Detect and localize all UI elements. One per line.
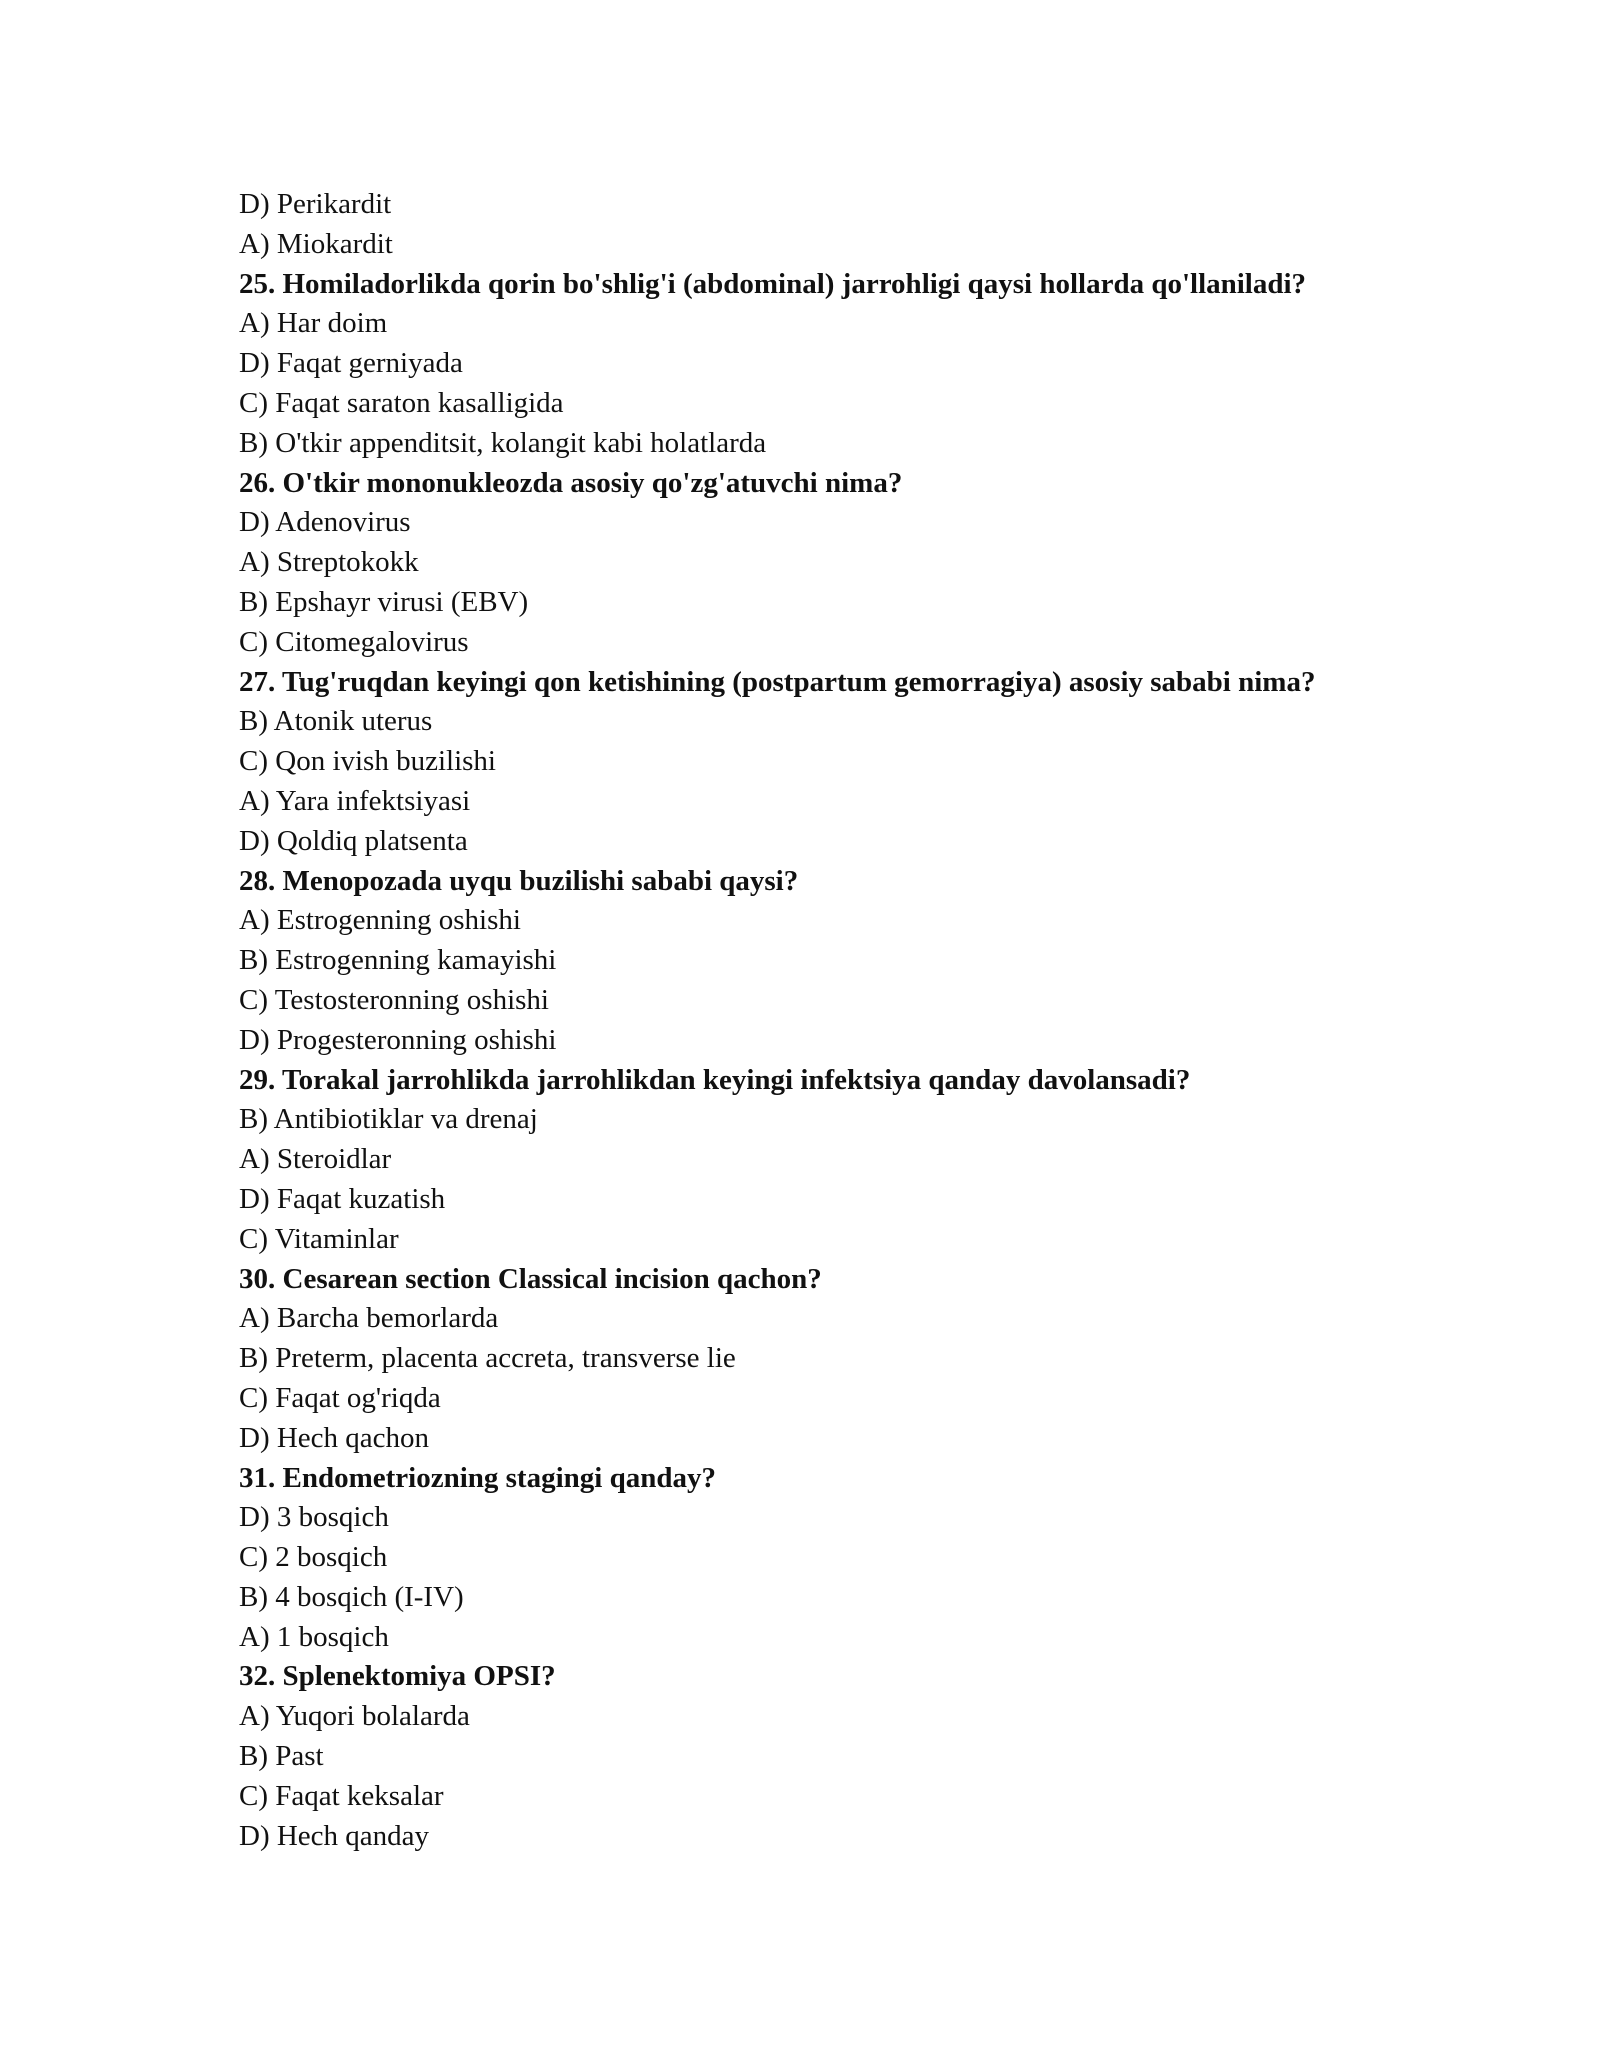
answer-option: D) 3 bosqich xyxy=(239,1501,389,1534)
answer-option: B) Antibiotiklar va drenaj xyxy=(239,1103,538,1136)
answer-option: C) Faqat keksalar xyxy=(239,1779,444,1812)
answer-option: C) Testosteronning oshishi xyxy=(239,983,549,1016)
question-heading: 27. Tug'ruqdan keyingi qon ketishining (postpartum gemorragiya) asosiy sababi nima? xyxy=(239,665,1316,698)
answer-option: A) Estrogenning oshishi xyxy=(239,904,521,937)
answer-option: B) Estrogenning kamayishi xyxy=(239,944,557,977)
answer-option: B) O'tkir appenditsit, kolangit kabi holatlarda xyxy=(239,426,767,459)
answer-option: C) Qon ivish buzilishi xyxy=(239,745,496,778)
answer-option: D) Progesteronning oshishi xyxy=(239,1023,557,1056)
answer-option: D) Hech qachon xyxy=(239,1421,430,1454)
question-heading: 30. Cesarean section Classical incision qachon? xyxy=(239,1262,822,1295)
answer-option: C) Citomegalovirus xyxy=(239,625,469,658)
question-heading: 26. O'tkir mononukleozda asosiy qo'zg'atuvchi nima? xyxy=(239,466,903,499)
answer-option: D) Faqat gerniyada xyxy=(239,347,463,380)
answer-option: D) Qoldiq platsenta xyxy=(239,824,468,857)
answer-option: D) Adenovirus xyxy=(239,506,411,539)
question-heading: 28. Menopozada uyqu buzilishi sababi qaysi? xyxy=(239,864,799,897)
answer-option: C) Vitaminlar xyxy=(239,1222,399,1255)
answer-option: D) Hech qanday xyxy=(239,1819,430,1852)
answer-option: A) Yara infektsiyasi xyxy=(239,784,471,817)
answer-option: C) Faqat saraton kasalligida xyxy=(239,386,564,419)
answer-option: B) Epshayr virusi (EBV) xyxy=(239,585,529,618)
answer-option: C) 2 bosqich xyxy=(239,1541,388,1574)
answer-option: A) Miokardit xyxy=(239,227,393,260)
answer-option: B) Atonik uterus xyxy=(239,705,433,738)
question-heading: 25. Homiladorlikda qorin bo'shlig'i (abdominal) jarrohligi qaysi hollarda qo'llaniladi? xyxy=(239,267,1307,300)
answer-option: A) Barcha bemorlarda xyxy=(239,1302,499,1335)
answer-option: A) Har doim xyxy=(239,307,388,340)
document-body xyxy=(239,185,1439,1856)
answer-option: C) Faqat og'riqda xyxy=(239,1381,441,1414)
answer-option: D) Perikardit xyxy=(239,188,392,220)
answer-option: B) Preterm, placenta accreta, transverse lie xyxy=(239,1342,736,1375)
answer-option: D) Faqat kuzatish xyxy=(239,1182,446,1215)
answer-option: B) 4 bosqich (I-IV) xyxy=(239,1580,464,1613)
answer-option: A) Steroidlar xyxy=(239,1143,392,1176)
answer-option: A) Yuqori bolalarda xyxy=(239,1700,470,1733)
answer-option: A) Streptokokk xyxy=(239,546,419,579)
question-heading: 29. Torakal jarrohlikda jarrohlikdan keyingi infektsiya qanday davolansadi? xyxy=(239,1063,1191,1096)
answer-option: B) Past xyxy=(239,1740,324,1773)
answer-option: A) 1 bosqich xyxy=(239,1620,389,1653)
question-heading: 31. Endometriozning stagingi qanday? xyxy=(239,1461,716,1494)
question-heading: 32. Splenektomiya OPSI? xyxy=(239,1660,556,1693)
